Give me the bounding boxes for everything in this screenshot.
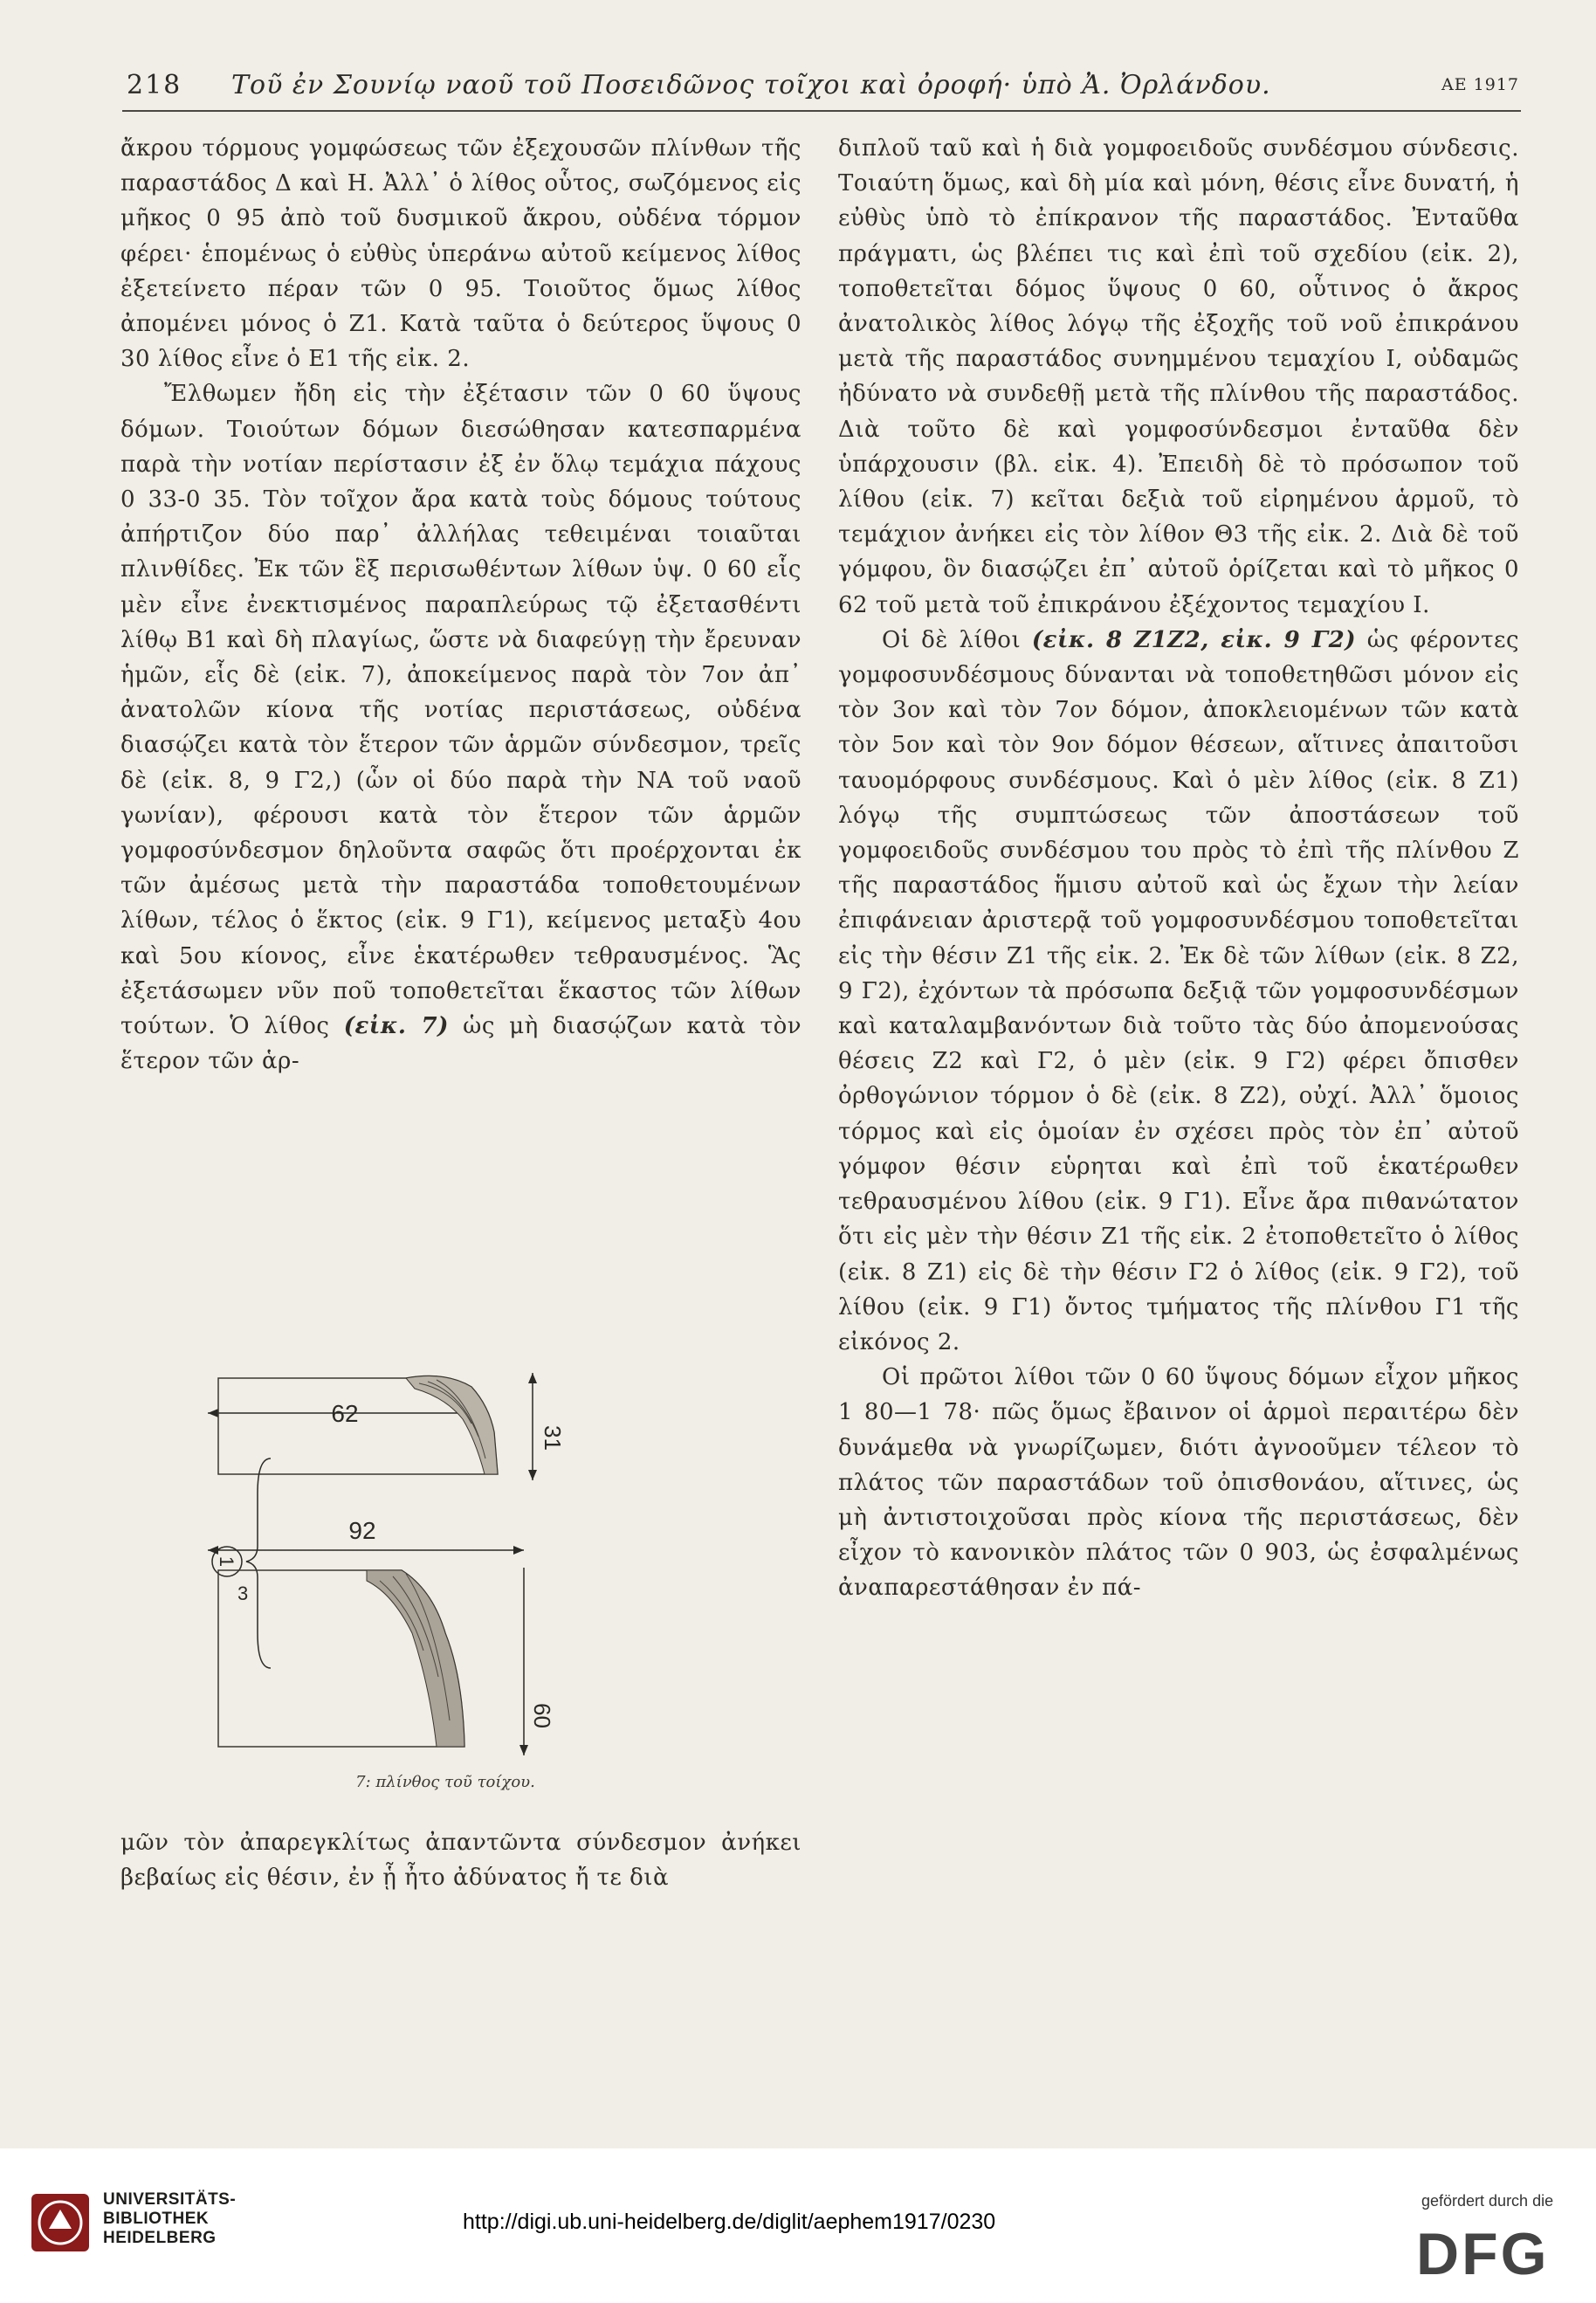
right-paragraph-2-start: Οἱ δὲ λίθοι <box>882 626 1022 653</box>
brace <box>246 1458 271 1668</box>
dim-label-92: 92 <box>348 1517 376 1544</box>
section-number-3: 3 <box>237 1582 249 1604</box>
right-paragraph-1: διπλοῦ ταῦ καὶ ἡ διὰ γομφοειδοῦς συνδέσμου σύνδεσις. Τοιαύτη ὅμως, καὶ δὴ μία καὶ μόνη, θέσις εἶνε δυνατή, ἡ εὐθὺς ὑπὸ τὸ ἐπίκρανον τῆς παραστάδος. Ἐνταῦθα πράγματι, ὡς βλέπει τις καὶ ἐπὶ τοῦ σχεδίου (εἰκ. 2), τοποθετεῖται δόμος ὕψους 0 60, οὗτινος ὁ ἄκρος ἀνατολικὸς λίθος λόγῳ τῆς ἐξοχῆς τοῦ νοῦ ἐπικράνου μετὰ τῆς παραστάδος συνημμένου τεμαχίου Ι, οὐδαμῶς ἠδύνατο νὰ συνδεθῇ μετὰ τῆς πλίνθου τῆς παραστάδος. Διὰ τοῦτο δὲ καὶ γομφοσύνδεσμοι ἐνταῦθα δὲν ὑπάρχουσιν (βλ. εἰκ. 4). Ἐπειδὴ δὲ τὸ πρόσωπον τοῦ λίθου (εἰκ. 7) κεῖται δεξιὰ τοῦ εἰρημένου ἁρμοῦ, τὸ τεμάχιον ἀνήκει εἰς τὸν λίθον Θ3 τῆς εἰκ. 2. Διὰ δὲ τοῦ γόμφου, ὃν διασῴζει ἐπ᾽ αὐτοῦ ὁρίζεται καὶ τὸ μῆκος 0 62 τοῦ μετὰ τοῦ ἐπικράνου ἐξέχοντος τεμαχίου Ι. <box>838 135 1519 618</box>
left-column <box>120 131 801 1079</box>
journal-label: ΑΕ 1917 <box>1441 75 1519 94</box>
figure-caption: 7: πλίνθος τοῦ τοίχου. <box>355 1773 535 1791</box>
permalink[interactable]: http://digi.ub.uni-heidelberg.de/diglit/aephem1917/0230 <box>463 2210 996 2234</box>
section-circle-label: 1 <box>216 1555 237 1568</box>
header-rule <box>122 110 1521 112</box>
library-name-line-1: UNIVERSITÄTS- <box>103 2190 237 2209</box>
left-paragraph-2-text: Ἔλθωμεν ἤδη εἰς τὴν ἐξέτασιν τῶν 0 60 ὕψους δόμων. Τοιούτων δόμων διεσώθησαν κατεσπαρμένα παρὰ τὴν νοτίαν περίστασιν ἐξ ἐν ὅλῳ τεμάχια πάχους 0 33-0 35. Τὸν τοῖχον ἄρα κατὰ τοὺς δόμους τούτους ἀπήρτιζον δύο παρ᾽ ἀλλήλας τεθειμέναι τοιαῦται πλινθίδες. Ἐκ τῶν ἓξ περισωθέντων λίθων ὑψ. 0 60 εἷς μὲν εἶνε ἐνεκτισμένος παραπλεύρως τῷ ἐξετασθέντι λίθῳ Β1 καὶ δὴ πλαγίως, ὥστε νὰ διαφεύγῃ τὴν ἔρευναν ἡμῶν, εἷς δὲ (εἰκ. 7), ἀποκείμενος παρὰ τὸν 7ον ἀπ᾽ ἀνατολῶν κίονα τῆς νοτίας περιστάσεως, οὐδένα διασῴζει κατὰ τὸν ἕτερον τῶν ἁρμῶν σύνδεσμον, τρεῖς δὲ (εἰκ. 8, 9 Γ2,) (ὧν οἱ δύο παρὰ τὴν ΝΑ τοῦ ναοῦ γωνίαν), φέρουσι κατὰ τὸν ἕτερον τῶν ἁρμῶν γομφοσύνδεσμον δηλοῦντα σαφῶς ὅτι προέρχονται ἐκ τῶν ἀμέσως μετὰ τὴν παραστάδα τοποθετουμένων λίθων, τέλος ὁ ἕκτος (εἰκ. 9 Γ1), κείμενος μεταξὺ 4ου καὶ 5ου κίονος, εἶνε ἑκατέρωθεν τεθραυσμένος. Ἃς ἐξετάσωμεν νῦν ποῦ τοποθετεῖται ἕκαστος τῶν λίθων τούτων. Ὁ λίθος <box>120 381 801 1040</box>
funded-by-label: gefördert durch die <box>1421 2192 1554 2210</box>
left-paragraph-1: ἄκρου τόρμους γομφώσεως τῶν ἐξεχουσῶν πλίνθων τῆς παραστάδος Δ καὶ Η. Ἀλλ᾽ ὁ λίθος οὗτος, σωζόμενος εἰς μῆκος 0 95 ἀπὸ τοῦ δυσμικοῦ ἄκρου, οὐδένα τόρμον φέρει· ἑπομένως ὁ εὐθὺς ὑπεράνω αὐτοῦ κείμενος λίθος ἐξετείνετο πέραν τῶν 0 95. Τοιοῦτος ὅμως λίθος ἀπομένει μόνος ὁ Ζ1. Κατὰ ταῦτα ὁ δεύτερος ὕψους 0 30 λίθος εἶνε ὁ Ε1 τῆς εἰκ. 2. <box>120 135 801 373</box>
dim-label-60: 60 <box>529 1703 555 1728</box>
running-title: Τοῦ ἐν Σουνίῳ ναοῦ τοῦ Ποσειδῶνος τοῖχοι καὶ ὀροφή· ὑπὸ Ἀ. Ὀρλάνδου. <box>231 70 1271 100</box>
page-number: 218 <box>127 70 182 100</box>
dim-arrow-left-62 <box>208 1409 218 1417</box>
library-name-line-3: HEIDELBERG <box>103 2229 217 2247</box>
right-paragraph-2-text: ὡς φέροντες γομφοσυνδέσμους δύνανται νὰ τοποθετηθῶσι μόνον εἰς τὸν 3ον καὶ τὸν 7ον δόμον, ἀποκλειομένων τῶν κατὰ τὸν 5ον καὶ τὸν 9ον δόμον θέσεων, αἵτινες ἀπαιτοῦσι ταυομόρφους συνδέσμους. Καὶ ὁ μὲν λίθος (εἰκ. 8 Ζ1) λόγῳ τῆς συμπτώσεως τῶν ἀποστάσεων τοῦ γομφοειδοῦς συνδέσμου του πρὸς τὸ ἐπὶ τῆς πλίνθου Ζ τῆς παραστάδος ἥμισυ αὐτοῦ καὶ ὡς ἔχων τὴν λείαν ἐπιφάνειαν ἀριστερᾷ τοῦ γομφοσυνδέσμου τοποθετεῖται εἰς τὴν θέσιν Ζ1 τῆς εἰκ. 2. Ἐκ δὲ τῶν λίθων (εἰκ. 8 Ζ2, 9 Γ2), ἐχόντων τὰ πρόσωπα δεξιᾷ τῶν γομφοσυνδέσμων καὶ καταλαμβανόντων διὰ τοῦτο τὰς δύο ἀπομενούσας θέσεις Ζ2 καὶ Γ2, ὁ μὲν (εἰκ. 9 Γ2) φέρει ὄπισθεν ὀρθογώνιον τόρμον ὁ δὲ (εἰκ. 8 Ζ2), οὐχί. Ἀλλ᾽ ὅμοιος τόρμος καὶ εἰς ὁμοίαν ἐν σχέσει πρὸς τὸν ἐπ᾽ αὐτοῦ γόμφον θέσιν εὑρηται καὶ ἐπὶ τοῦ ἑκατέρωθεν τεθραυσμένου λίθου (εἰκ. 9 Γ1). Εἶνε ἄρα πιθανώτατον ὅτι εἰς μὲν τὴν θέσιν Ζ1 τῆς εἰκ. 2 ἐτοποθετεῖτο ὁ λίθος (εἰκ. 8 Ζ1) εἰς δὲ τὴν θέσιν Γ2 ὁ λίθος (εἰκ. 9 Γ2), τοῦ λίθου (εἰκ. 9 Γ1) ὄντος τμήματος τῆς πλίνθου Γ1 τῆς εἰκόνος 2. <box>838 626 1520 1355</box>
footer-bar <box>0 2148 1596 2303</box>
left-paragraph-2-end: ὡς μὴ διασῴζων κατὰ τὸν ἕτερον τῶν ἁρ- <box>120 1013 802 1075</box>
figure-reference-7: (εἰκ. 7) <box>343 1013 449 1040</box>
library-name-line-2: BIBLIOTHEK <box>103 2210 210 2228</box>
dim-label-31: 31 <box>540 1425 566 1451</box>
figure-reference-8-9: (εἰκ. 8 Ζ1Ζ2, εἰκ. 9 Γ2) <box>1031 626 1357 653</box>
right-paragraph-2 <box>838 623 1519 1360</box>
dfg-logo: DFG <box>1416 2221 1550 2287</box>
running-head <box>127 70 1519 105</box>
dim-label-62: 62 <box>331 1400 359 1427</box>
figure-7-drawing <box>183 1371 742 1764</box>
left-column-tail <box>120 1825 801 1895</box>
university-seal-icon <box>30 2192 91 2253</box>
left-tail-paragraph: μῶν τὸν ἀπαρεγκλίτως ἀπαντῶντα σύνδεσμον ἀνήκει βεβαίως εἰς θέσιν, ἐν ᾗ ἦτο ἀδύνατος ἤ τε διὰ <box>120 1830 801 1892</box>
library-name <box>103 2190 236 2248</box>
right-paragraph-3: Οἱ πρῶτοι λίθοι τῶν 0 60 ὕψους δόμων εἶχον μῆκος 1 80—1 78· πῶς ὅμως ἔβαινον οἱ ἁρμοὶ περαιτέρω δὲν δυνάμεθα νὰ γνωρίζωμεν, διότι ἀγνοοῦμεν τέλεον τὸ πλάτος τῶν παραστάδων τοῦ ὀπισθονάου, αἵτινες, ὡς μὴ ἀντιστοιχοῦσαι πρὸς κίονα τῆς περιστάσεως, δὲν εἶχον τὸ κανονικὸν πλάτος τῶν 0 903, ὡς ἐσφαλμένως ἀναπαρεστάθησαν ἐν πά- <box>838 1364 1519 1602</box>
right-column <box>838 131 1519 1606</box>
left-paragraph-2 <box>120 376 801 1079</box>
